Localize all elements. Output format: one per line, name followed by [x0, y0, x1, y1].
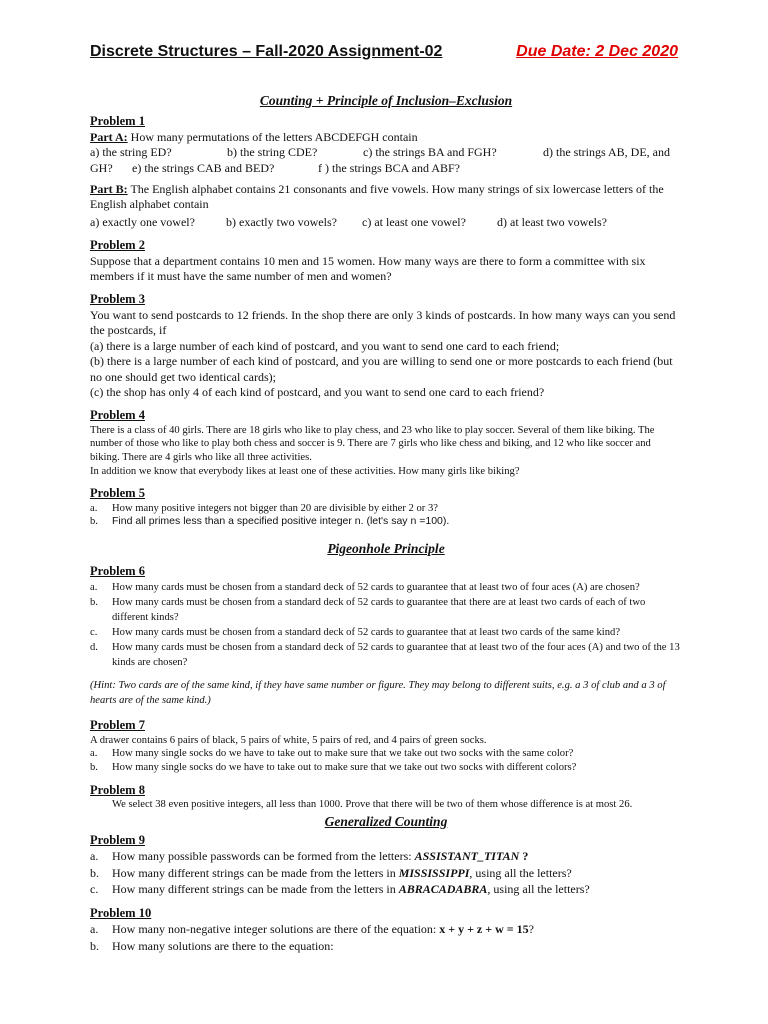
item-text: How many non-negative integer solutions are there of the equation: — [112, 922, 440, 937]
option-c: c) the strings BA and FGH? — [363, 145, 497, 160]
item-text: How many cards must be chosen from a standard deck of 52 cards to guarantee that at least two of four aces (A) are chosen? — [112, 581, 640, 593]
part-b-label: Part B: — [90, 182, 128, 197]
problem-4-heading: Problem 4 — [90, 408, 145, 423]
problem-2-text: Suppose that a department contains 10 men and 15 women. How many ways are there to form a committee with six members if it must have the same number of men and women? — [90, 253, 646, 284]
part-a-options-row-2 — [90, 161, 682, 176]
section-heading-pigeonhole: Pigeonhole Principle — [327, 540, 445, 556]
option-b: b) exactly two vowels? — [226, 214, 337, 229]
problem-10-heading: Problem 10 — [90, 905, 152, 920]
item-suffix: , using all the letters? — [487, 882, 590, 897]
part-a-options-row-1 — [90, 145, 682, 160]
problem-3-a: (a) there is a large number of each kind of postcard, and you want to send one card to each friend; — [90, 338, 560, 353]
item-text: How many possible passwords can be formed from the letters: — [112, 849, 415, 864]
problem-7-a — [90, 747, 682, 761]
problem-10-a — [90, 921, 682, 938]
problem-7-intro: A drawer contains 6 pairs of black, 5 pairs of white, 5 pairs of red, and 4 pairs of green socks. — [90, 734, 487, 746]
option-b: b) the string CDE? — [227, 145, 318, 160]
item-marker: a. — [90, 502, 98, 514]
option-d-cont: GH? — [90, 160, 113, 175]
item-suffix: ? — [519, 849, 529, 864]
item-text: How many solutions are there to the equation: — [112, 938, 334, 953]
item-suffix: ? — [528, 922, 534, 937]
word-emphasis: ABRACADABRA — [398, 882, 488, 897]
problem-3-intro: You want to send postcards to 12 friends. In the shop there are only 3 kinds of postcards. In how many ways can you send the postcards, if — [90, 307, 676, 338]
item-marker: a. — [90, 849, 99, 864]
problem-9-b — [90, 865, 682, 882]
item-text: How many different strings can be made from the letters in — [112, 865, 399, 880]
problem-3-b: (b) there is a large number of each kind of postcard, and you are willing to send one or more postcards to each friend (but no one should get two identical cards); — [90, 354, 673, 384]
word-emphasis: MISSISSIPPI — [398, 865, 470, 880]
problem-8-heading: Problem 8 — [90, 782, 145, 797]
item-marker: b. — [90, 865, 99, 880]
problem-3-c: (c) the shop has only 4 of each kind of postcard, and you want to send one card to each friend? — [90, 384, 545, 399]
item-marker: a. — [90, 922, 99, 937]
problem-6-heading: Problem 6 — [90, 564, 145, 579]
problem-10-b — [90, 938, 682, 955]
equation: x + y + z + w = 15 — [439, 922, 529, 937]
problem-6-c — [90, 625, 682, 640]
problem-6-b — [90, 595, 682, 625]
header — [90, 44, 690, 59]
option-d: d) the strings AB, DE, and — [543, 145, 670, 160]
content — [90, 93, 682, 954]
item-text: How many single socks do we have to take out to make sure that we take out two socks with different colors? — [112, 761, 577, 773]
item-marker: a. — [90, 748, 98, 760]
item-marker: c. — [90, 882, 99, 897]
word-emphasis: ASSISTANT_TITAN — [414, 849, 520, 864]
item-text: How many cards must be chosen from a standard deck of 52 cards to guarantee that at least two cards of the same kind? — [112, 626, 621, 638]
item-text: How many single socks do we have to take out to make sure that we take out two socks with the same color? — [112, 748, 574, 760]
problem-4-text: There is a class of 40 girls. There are 18 girls who like to play chess, and 23 who like to play soccer. Several of them like biking. The number of those who like to play both chess and soccer is 9. There are 7 girls who like chess and biking, and 12 who like soccer and biking. There are 4 girls who like all three activities. — [90, 424, 655, 463]
item-text: How many positive integers not bigger than 20 are divisible by either 2 or 3? — [112, 502, 438, 514]
item-marker: b. — [90, 516, 98, 528]
problem-7-b — [90, 761, 682, 775]
problem-1-heading: Problem 1 — [90, 114, 145, 129]
problem-7-heading: Problem 7 — [90, 718, 145, 733]
problem-4-question: In addition we know that everybody likes at least one of these activities. How many girls like biking? — [90, 465, 520, 477]
problem-3-heading: Problem 3 — [90, 292, 145, 307]
problem-6-d — [90, 640, 682, 670]
item-marker: b. — [90, 596, 98, 608]
problem-9-c — [90, 881, 682, 898]
problem-1-part-a — [90, 130, 682, 145]
part-a-label: Part A: — [90, 129, 128, 144]
problem-1-part-b — [90, 182, 682, 213]
problem-5-b — [90, 515, 682, 529]
option-d: d) at least two vowels? — [497, 214, 607, 229]
item-text: How many cards must be chosen from a standard deck of 52 cards to guarantee that at least two of the four aces (A) and two of the 13 kinds are chosen? — [112, 641, 680, 668]
item-marker: b. — [90, 938, 99, 953]
option-a: a) exactly one vowel? — [90, 214, 195, 229]
due-date: Due Date: 2 Dec 2020 — [516, 43, 678, 60]
item-marker: c. — [90, 626, 98, 638]
option-c: c) at least one vowel? — [362, 214, 466, 229]
part-a-text: How many permutations of the letters ABCDEFGH contain — [127, 129, 418, 144]
option-a: a) the string ED? — [90, 145, 172, 160]
part-b-text: The English alphabet contains 21 consonants and five vowels. How many strings of six lowercase letters of the English alphabet contain — [90, 182, 664, 212]
problem-9-a — [90, 848, 682, 865]
item-suffix: , using all the letters? — [469, 865, 572, 880]
problem-8-text: We select 38 even positive integers, all less than 1000. Prove that there will be two of them whose difference is at most 26. — [112, 798, 633, 810]
problem-9-heading: Problem 9 — [90, 832, 145, 847]
problem-2-heading: Problem 2 — [90, 238, 145, 253]
item-marker: b. — [90, 761, 98, 773]
item-marker: a. — [90, 581, 98, 593]
section-heading-counting: Counting + Principle of Inclusion–Exclusion — [259, 93, 513, 108]
problem-6-hint: (Hint: Two cards are of the same kind, if they have same number or figure. They may belong to different suits, e.g. a 3 of club and a 3 of hearts are of the same kind.) — [90, 679, 666, 706]
option-e: e) the strings CAB and BED? — [132, 160, 275, 175]
item-text: How many cards must be chosen from a standard deck of 52 cards to guarantee that there are at least two cards of each of two different kinds? — [112, 596, 646, 623]
problem-6-a — [90, 580, 682, 595]
section-heading-generalized: Generalized Counting — [324, 813, 448, 829]
part-b-options-row — [90, 215, 682, 230]
item-marker: d. — [90, 641, 98, 653]
option-f: f ) the strings BCA and ABF? — [318, 160, 461, 175]
problem-5-a — [90, 502, 682, 516]
item-text: Find all primes less than a specified positive integer n. (let's say n =100). — [112, 515, 450, 528]
problem-5-heading: Problem 5 — [90, 486, 145, 501]
item-text: How many different strings can be made from the letters in — [112, 882, 399, 897]
doc-title: Discrete Structures – Fall-2020 Assignment-02 — [90, 43, 443, 60]
